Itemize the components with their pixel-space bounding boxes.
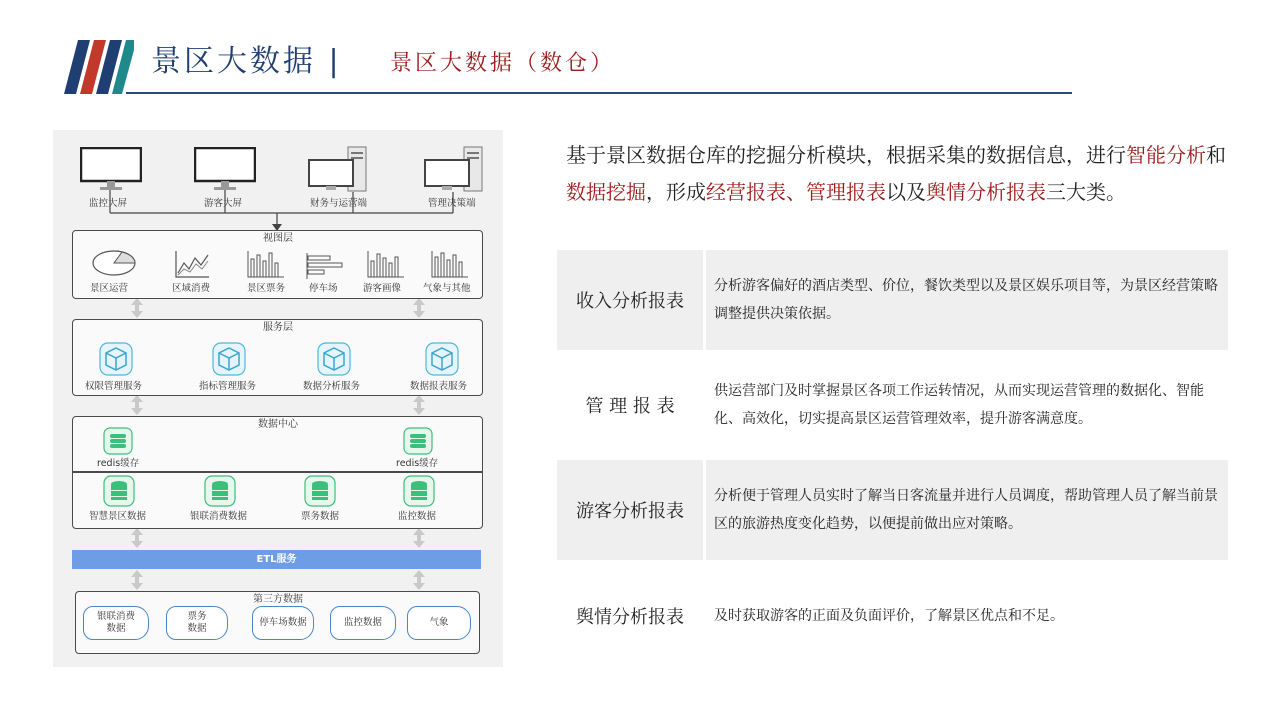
stack-icon: [103, 427, 133, 455]
monitor-icon: [80, 147, 142, 193]
desktop-computer-icon: [308, 146, 370, 194]
report-description: 供运营部门及时掌握景区各项工作运转情况，从而实现运营管理的数据化、智能化、高效化，切实提高景区运营管理效率，提升游客满意度。: [714, 383, 1204, 427]
view-item-label: 停车场: [309, 283, 338, 294]
diagram-connectors: [53, 130, 503, 667]
report-label: 收入分析报表: [576, 291, 684, 312]
report-row: [557, 460, 1228, 560]
service-layer: [72, 319, 483, 396]
cache-label: redis缓存: [396, 458, 439, 469]
intro-highlight: 数据挖掘: [566, 180, 646, 204]
source-cylinder: [407, 606, 471, 640]
source-label: 停车场数据: [259, 617, 307, 628]
terminal-label: 财务与运营端: [310, 198, 368, 209]
source-cylinder: [330, 606, 396, 640]
view-layer: [72, 230, 483, 299]
store-label: 票务数据: [301, 511, 340, 522]
source-label: 监控数据: [343, 617, 382, 628]
page-subtitle: 景区大数据（数仓）: [390, 51, 616, 76]
third-party-layer: [75, 591, 480, 654]
source-label: 气象: [429, 617, 449, 628]
source-label: 票务: [187, 611, 207, 622]
store-label: 智慧景区数据: [89, 511, 147, 522]
report-label: 管 理 报 表: [585, 396, 675, 417]
architecture-diagram: [53, 130, 503, 667]
report-description: 及时获取游客的正面及负面评价，了解景区优点和不足。: [714, 608, 1064, 624]
stripes-logo-icon: [64, 40, 134, 94]
title-text: 景区大数据: [151, 44, 316, 79]
report-description: 分析便于管理人员实时了解当日客流量并进行人员调度，帮助管理人员了解当前景区的旅游热度变化趋势，以便提前做出应对策略。: [714, 488, 1218, 532]
data-center-layer: [72, 416, 483, 529]
store-label: 监控数据: [398, 511, 437, 522]
report-description: 分析游客偏好的酒店类型、价位，餐饮类型以及景区娱乐项目等，为景区经营策略调整提供决策依据。: [714, 278, 1218, 322]
cube-icon: [425, 342, 459, 376]
cube-icon: [317, 342, 351, 376]
source-cylinder: [252, 606, 314, 640]
terminal-label: 监控大屏: [89, 198, 128, 209]
view-item-label: 游客画像: [363, 283, 402, 294]
intro-text: 以及: [886, 180, 926, 204]
view-item-label: 气象与其他: [423, 283, 471, 294]
header-underline: [126, 92, 1072, 94]
layer-title: 视图层: [263, 233, 293, 244]
intro-highlight: 经营报表、管理报表: [706, 180, 886, 204]
intro-text: ，形成: [646, 180, 706, 204]
source-label: 数据: [187, 623, 207, 634]
report-row: [557, 250, 1228, 350]
source-label: 数据: [106, 623, 126, 634]
stack-icon: [403, 427, 433, 455]
source-cylinder: [83, 606, 149, 640]
horizontal-bar-chart-icon: [305, 253, 345, 279]
bar-chart-icon: [367, 249, 405, 279]
pie-chart-icon: [92, 249, 136, 277]
terminal-label: 管理决策端: [428, 198, 476, 209]
data-center-divider: [73, 471, 482, 473]
cube-icon: [212, 342, 246, 376]
row-divider: [703, 460, 706, 560]
intro-highlight: 智能分析: [1126, 143, 1206, 167]
title-separator: |: [328, 44, 342, 79]
page-title: [151, 42, 342, 82]
intro-text: 和: [1206, 143, 1226, 167]
desktop-computer-icon: [424, 146, 486, 194]
intro-highlight: 舆情分析报表: [926, 180, 1046, 204]
cube-icon: [99, 342, 133, 376]
view-item-label: 区域消费: [172, 283, 211, 294]
bar-chart-icon: [247, 249, 285, 279]
service-item-label: 权限管理服务: [85, 381, 143, 392]
cache-label: redis缓存: [97, 458, 140, 469]
service-item-label: 数据分析服务: [303, 381, 361, 392]
source-label: 银联消费: [96, 611, 135, 622]
view-item-label: 景区票务: [247, 283, 286, 294]
report-label: 游客分析报表: [576, 501, 684, 522]
report-row: [557, 355, 1228, 455]
database-icon: [204, 475, 236, 507]
etl-service-bar: ETL服务: [72, 550, 481, 569]
report-label: 舆情分析报表: [576, 607, 684, 628]
intro-text: 三大类。: [1046, 180, 1126, 204]
line-chart-icon: [174, 249, 210, 279]
terminal-label: 游客大屏: [204, 198, 243, 209]
layer-title: 第三方数据: [253, 594, 303, 605]
view-item-label: 景区运营: [90, 283, 129, 294]
report-row: [557, 566, 1228, 666]
row-divider: [703, 250, 706, 350]
database-icon: [103, 475, 135, 507]
layer-title: 服务层: [263, 322, 293, 333]
database-icon: [403, 475, 435, 507]
monitor-icon: [194, 147, 256, 193]
store-label: 银联消费数据: [190, 511, 248, 522]
service-item-label: 指标管理服务: [199, 381, 257, 392]
source-cylinder: [166, 606, 228, 640]
layer-title: 数据中心: [258, 419, 298, 430]
intro-text: 基于景区数据仓库的挖掘分析模块，根据采集的数据信息，进行: [566, 143, 1126, 167]
intro-paragraph: [566, 137, 1236, 211]
database-icon: [304, 475, 336, 507]
service-item-label: 数据报表服务: [410, 381, 468, 392]
bar-chart-icon: [431, 249, 469, 279]
